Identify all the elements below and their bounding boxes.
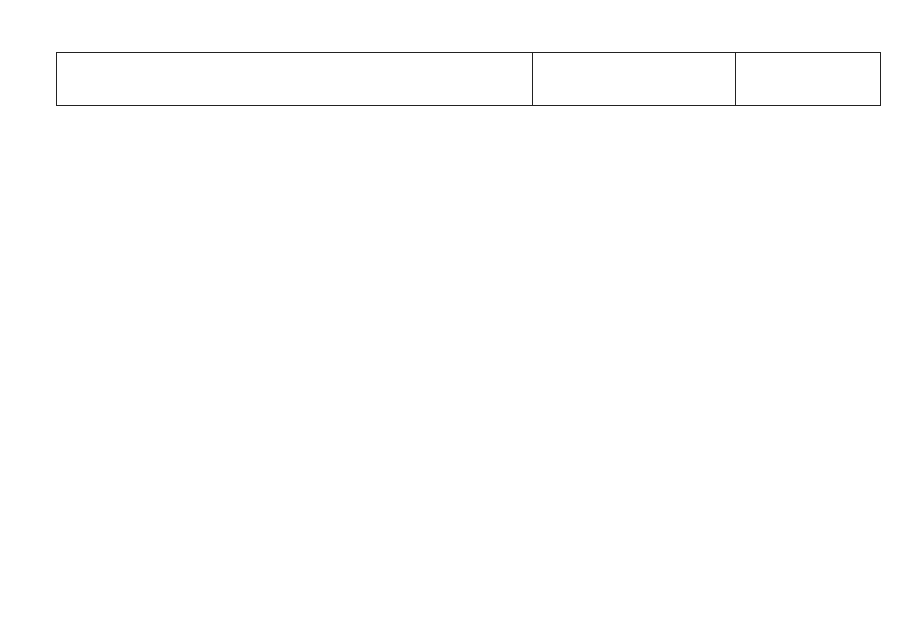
table-row bbox=[57, 106, 881, 107]
header-cell bbox=[533, 53, 736, 106]
row-sum bbox=[736, 106, 881, 107]
row-name bbox=[57, 106, 533, 107]
header-cell bbox=[736, 53, 881, 106]
budget-table bbox=[56, 52, 881, 106]
header-cell bbox=[57, 53, 533, 106]
table-header-row bbox=[57, 53, 881, 106]
row-code bbox=[533, 106, 736, 107]
